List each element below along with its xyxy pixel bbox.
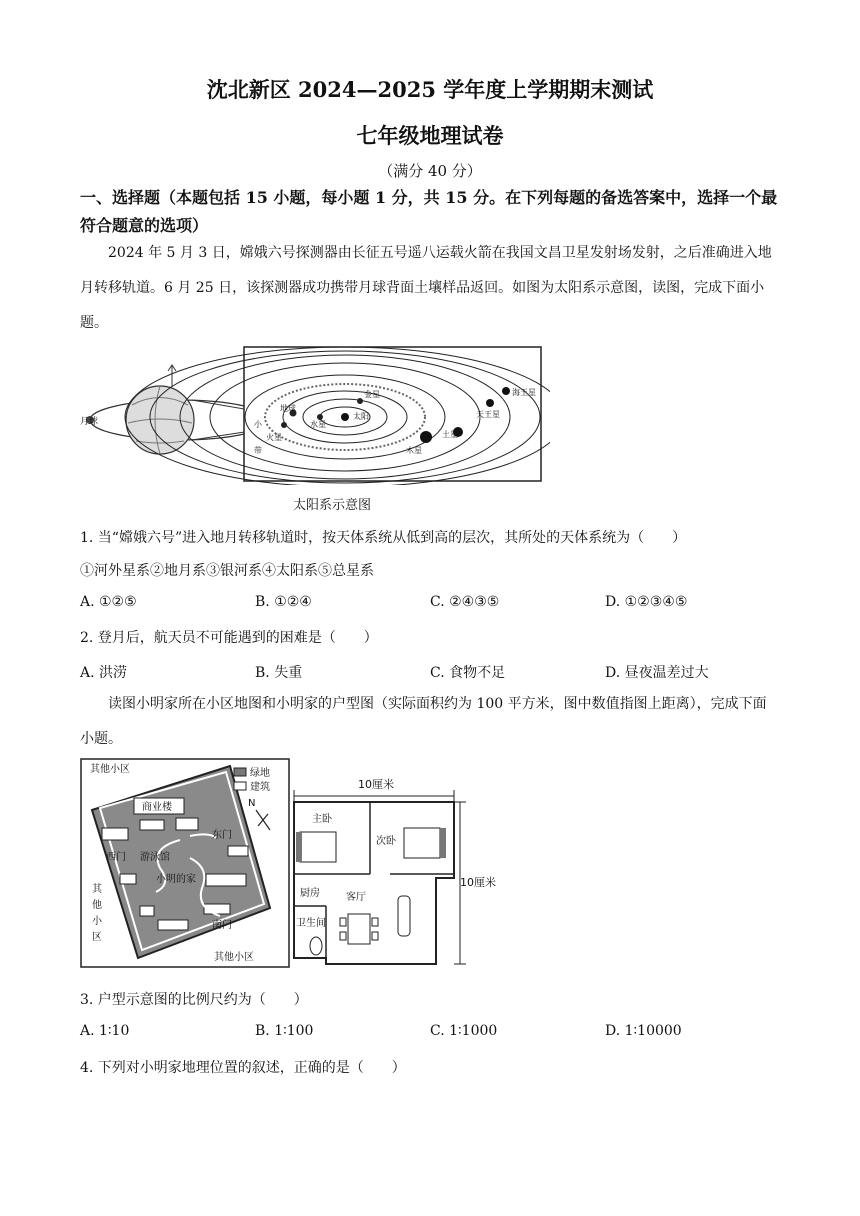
map-other-left-2: 他 bbox=[92, 900, 102, 911]
plan-height-label: 10厘米 bbox=[460, 876, 496, 889]
room-master: 主卧 bbox=[312, 814, 332, 825]
map-other-bottom: 其他小区 bbox=[214, 952, 254, 963]
north-label: N bbox=[248, 798, 256, 809]
q2-stem: 2. 登月后，航天员不可能遇到的困难是（ ） bbox=[80, 630, 378, 646]
map-west-gate: 西门 bbox=[106, 852, 126, 863]
map-commercial: 商业楼 bbox=[142, 802, 172, 813]
map-other-top: 其他小区 bbox=[90, 764, 130, 775]
exam-title: 沈北新区 2024—2025 学年度上学期期末测试 bbox=[206, 77, 654, 102]
plan-width-label: 10厘米 bbox=[358, 778, 394, 791]
q1-option-a[interactable]: A. ①②⑤ bbox=[80, 594, 137, 610]
q1-items: ①河外星系②地月系③银河系④太阳系⑤总星系 bbox=[80, 563, 374, 579]
map-other-left-4: 区 bbox=[92, 932, 102, 943]
full-score: （满分 40 分） bbox=[378, 162, 482, 180]
uranus-label: 天王星 bbox=[476, 410, 500, 419]
q3-option-d[interactable]: D. 1∶10000 bbox=[605, 1023, 682, 1039]
q1-option-d[interactable]: D. ①②③④⑤ bbox=[605, 594, 688, 610]
intro-paragraph-1: 2024 年 5 月 3 日，嫦娥六号探测器由长征五号遥八运载火箭在我国文昌卫星发射场发射，之后准确进入地月转移轨道。6 月 25 日，该探测器成功携带月球背面土壤样品返回。如图为太阳系示意图，读图，完成下面小题。 bbox=[80, 245, 772, 331]
q3-option-c[interactable]: C. 1∶1000 bbox=[430, 1023, 498, 1039]
map-other-left-3: 小 bbox=[92, 916, 102, 927]
q1-stem: 1. 当“嫦娥六号”进入地月转移轨道时，按天体系统从低到高的层次，其所处的天体系统为（ ） bbox=[80, 530, 687, 546]
sun-dot bbox=[341, 413, 349, 421]
q1-option-c[interactable]: C. ②④③⑤ bbox=[430, 594, 500, 610]
section-heading: 一、选择题（本题包括 15 小题，每小题 1 分，共 15 分。在下列每题的备选答案中，选择一个最符合题意的选项） bbox=[80, 188, 778, 235]
q3-option-b[interactable]: B. 1∶100 bbox=[255, 1023, 314, 1039]
map-pool: 游泳馆 bbox=[140, 852, 170, 863]
asteroid-belt-label: 带 bbox=[254, 446, 262, 455]
floor-plan bbox=[290, 768, 510, 983]
map-east-gate: 东门 bbox=[212, 830, 232, 841]
map-south-gate: 南门 bbox=[212, 920, 232, 931]
q1-option-b[interactable]: B. ①②④ bbox=[255, 594, 312, 610]
neptune-label: 海王星 bbox=[512, 388, 536, 397]
moon-label: 月球 bbox=[80, 417, 99, 427]
mars-label: 火星 bbox=[266, 433, 282, 442]
map-home: 小明的家 bbox=[156, 874, 196, 885]
legend-building: 建筑 bbox=[250, 782, 270, 793]
solar-system-figure bbox=[80, 345, 550, 485]
intro-paragraph-2: 读图小明家所在小区地图和小明家的户型图（实际面积约为 100 平方米，图中数值指图上距离），完成下面小题。 bbox=[80, 696, 767, 747]
q2-option-a[interactable]: A. 洪涝 bbox=[80, 665, 128, 681]
venus-label: 金星 bbox=[364, 390, 380, 399]
mercury-label: 水星 bbox=[310, 420, 326, 429]
q3-option-a[interactable]: A. 1∶10 bbox=[80, 1023, 130, 1039]
room-kitchen: 厨房 bbox=[300, 888, 320, 899]
sun-label: 太阳 bbox=[353, 412, 369, 421]
room-bath: 卫生间 bbox=[296, 918, 326, 929]
earth-label: 地球 bbox=[280, 404, 296, 413]
asteroid-small-label: 小 bbox=[254, 420, 262, 429]
q2-option-c[interactable]: C. 食物不足 bbox=[430, 665, 506, 681]
q2-option-d[interactable]: D. 昼夜温差过大 bbox=[605, 665, 709, 681]
jupiter-label: 木星 bbox=[406, 446, 422, 455]
q3-stem: 3. 户型示意图的比例尺约为（ ） bbox=[80, 992, 308, 1008]
q2-option-b[interactable]: B. 失重 bbox=[255, 665, 303, 681]
exam-subtitle: 七年级地理试卷 bbox=[356, 123, 504, 148]
map-other-left-1: 其 bbox=[92, 884, 102, 895]
room-living: 客厅 bbox=[346, 892, 366, 903]
saturn-label: 土星 bbox=[442, 430, 458, 439]
legend-green: 绿地 bbox=[250, 768, 270, 779]
community-map bbox=[80, 758, 290, 968]
room-second: 次卧 bbox=[376, 836, 396, 847]
figure1-caption: 太阳系示意图 bbox=[293, 498, 372, 513]
q4-stem: 4. 下列对小明家地理位置的叙述，正确的是（ ） bbox=[80, 1060, 406, 1076]
